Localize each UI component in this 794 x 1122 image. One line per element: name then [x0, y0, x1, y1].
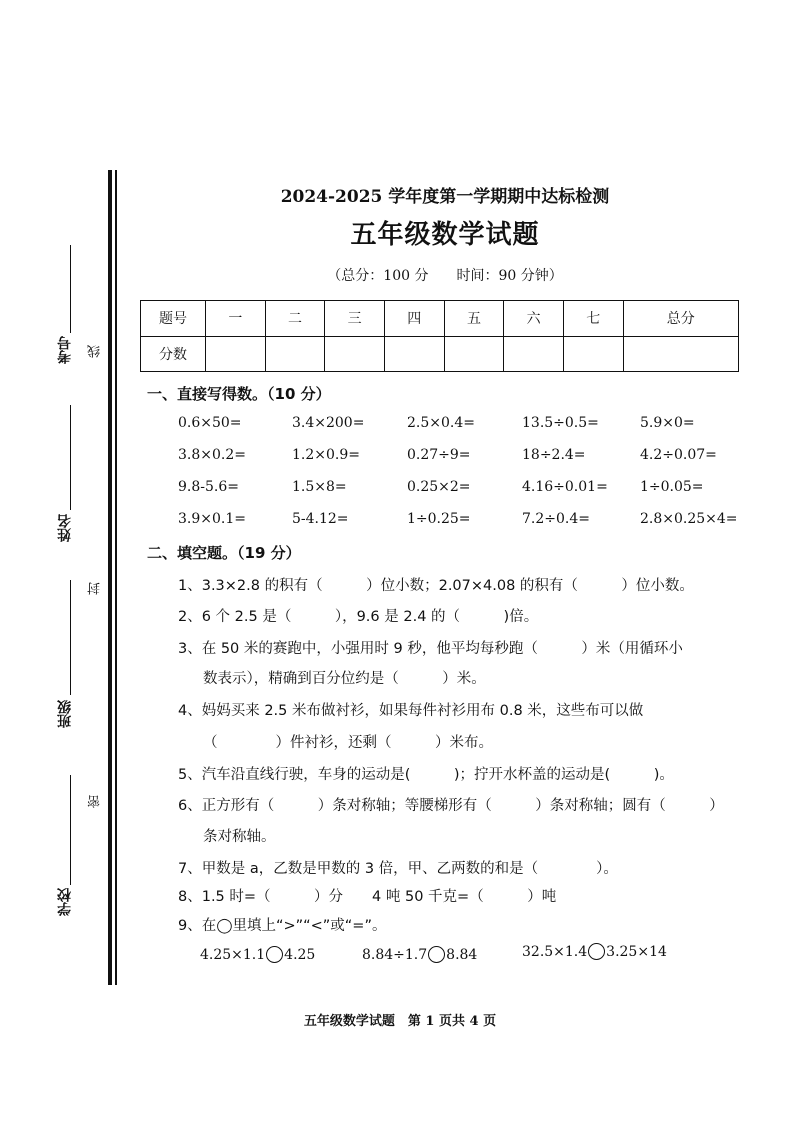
- score-header-cell: 六: [504, 301, 564, 337]
- question-2: 2、6 个 2.5 是（ ），9.6 是 2.4 的（ )倍。: [178, 609, 539, 625]
- question-4-continued: （ ）件衬衫，还剩（ ）米布。: [203, 735, 493, 751]
- question-4: 4、妈妈买来 2.5 米布做衬衫，如果每件衬衫用布 0.8 米，这些布可以做: [178, 703, 644, 719]
- compare-right: 8.84: [446, 946, 478, 963]
- binding-bar-thick: [108, 170, 112, 985]
- question-6-continued: 条对称轴。: [203, 829, 276, 845]
- field-label-class: 班级: [57, 700, 73, 728]
- seal-char-seal: 封: [88, 582, 103, 595]
- calc-item: 0.25×2=: [407, 479, 471, 495]
- compare-item: [522, 943, 667, 960]
- binding-bar-thin: [115, 170, 117, 985]
- seal-char-secret: 密: [88, 795, 103, 808]
- calc-item: 9.8-5.6=: [178, 479, 239, 495]
- score-cell: [206, 336, 266, 372]
- score-header-cell: 四: [384, 301, 444, 337]
- calc-item: 2.8×0.25×4=: [640, 511, 738, 527]
- compare-circle-blank: [428, 946, 445, 963]
- question-3: 3、在 50 米的赛跑中，小强用时 9 秒，他平均每秒跑（ ）米（用循环小: [178, 641, 683, 657]
- calc-item: 3.8×0.2=: [178, 447, 246, 463]
- seal-char-line: 线: [88, 345, 103, 358]
- question-8: 8、1.5 时=（ ）分 4 吨 50 千克=（ ）吨: [178, 889, 557, 905]
- score-header-cell: 一: [206, 301, 266, 337]
- score-cell: [384, 336, 444, 372]
- field-label-name: 姓名: [57, 514, 73, 542]
- question-6: 6、正方形有（ ）条对称轴；等腰梯形有（ ）条对称轴；圆有（ ）: [178, 798, 724, 814]
- page-footer: 五年级数学试题 第 1 页共 4 页: [303, 1014, 497, 1029]
- compare-left: 8.84÷1.7: [362, 946, 428, 963]
- score-cell: [623, 336, 738, 372]
- question-7: 7、甲数是 a，乙数是甲数的 3 倍，甲、乙两数的和是（ ）。: [178, 861, 618, 877]
- score-cell: [325, 336, 385, 372]
- score-row-label: 分数: [141, 336, 206, 372]
- field-line-class: [70, 580, 71, 695]
- exam-main-title: 五年级数学试题: [350, 220, 540, 250]
- calc-item: 2.5×0.4=: [407, 415, 475, 431]
- compare-right: 4.25: [284, 946, 316, 963]
- field-line-name: [70, 405, 71, 510]
- calc-item: 3.9×0.1=: [178, 511, 246, 527]
- calc-item: 5.9×0=: [640, 415, 695, 431]
- score-header-cell: 二: [265, 301, 325, 337]
- score-table: [140, 300, 739, 372]
- calc-item: 0.27÷9=: [407, 447, 471, 463]
- field-label-exam-number: 考号: [57, 336, 73, 364]
- score-header-cell: 五: [444, 301, 504, 337]
- compare-left: 4.25×1.1: [200, 946, 266, 963]
- compare-circle-blank: [588, 943, 605, 960]
- question-3-continued: 数表示），精确到百分位约是（ ）米。: [203, 671, 486, 687]
- calc-item: 1÷0.05=: [640, 479, 704, 495]
- section-1-title: 一、直接写得数。（10 分）: [147, 385, 331, 403]
- question-9: 9、在◯里填上“>”“<”或“=”。: [178, 918, 387, 934]
- score-cell: [563, 336, 623, 372]
- field-line-exam-number: [70, 245, 71, 333]
- compare-item: [200, 946, 315, 963]
- field-line-school: [70, 775, 71, 885]
- calc-item: 5-4.12=: [292, 511, 349, 527]
- compare-item: [362, 946, 477, 963]
- question-5: 5、汽车沿直线行驶，车身的运动是( )；拧开水杯盖的运动是( )。: [178, 767, 674, 783]
- calc-item: 1.2×0.9=: [292, 447, 360, 463]
- score-header-cell: 三: [325, 301, 385, 337]
- score-header-cell: 七: [563, 301, 623, 337]
- score-table-header-row: [141, 301, 739, 337]
- calc-item: 7.2÷0.4=: [522, 511, 590, 527]
- calc-item: 18÷2.4=: [522, 447, 586, 463]
- exam-subtitle: （总分：100 分 时间：90 分钟）: [327, 268, 563, 284]
- calc-item: 0.6×50=: [178, 415, 242, 431]
- calc-item: 4.16÷0.01=: [522, 479, 608, 495]
- calc-item: 4.2÷0.07=: [640, 447, 717, 463]
- score-cell: [444, 336, 504, 372]
- calc-item: 1.5×8=: [292, 479, 347, 495]
- compare-right: 3.25×14: [606, 943, 667, 960]
- calc-item: 3.4×200=: [292, 415, 365, 431]
- compare-circle-blank: [266, 946, 283, 963]
- score-header-cell: 题号: [141, 301, 206, 337]
- calc-item: 1÷0.25=: [407, 511, 471, 527]
- calc-item: 13.5÷0.5=: [522, 415, 599, 431]
- score-cell: [265, 336, 325, 372]
- question-1: 1、3.3×2.8 的积有（ ）位小数；2.07×4.08 的积有（ ）位小数。: [178, 578, 694, 594]
- field-label-school: 学校: [57, 888, 73, 916]
- compare-left: 32.5×1.4: [522, 943, 588, 960]
- section-2-title: 二、填空题。（19 分）: [147, 544, 301, 562]
- score-table-score-row: [141, 336, 739, 372]
- score-cell: [504, 336, 564, 372]
- score-header-cell: 总分: [623, 301, 738, 337]
- exam-title: 2024-2025 学年度第一学期期中达标检测: [280, 187, 610, 207]
